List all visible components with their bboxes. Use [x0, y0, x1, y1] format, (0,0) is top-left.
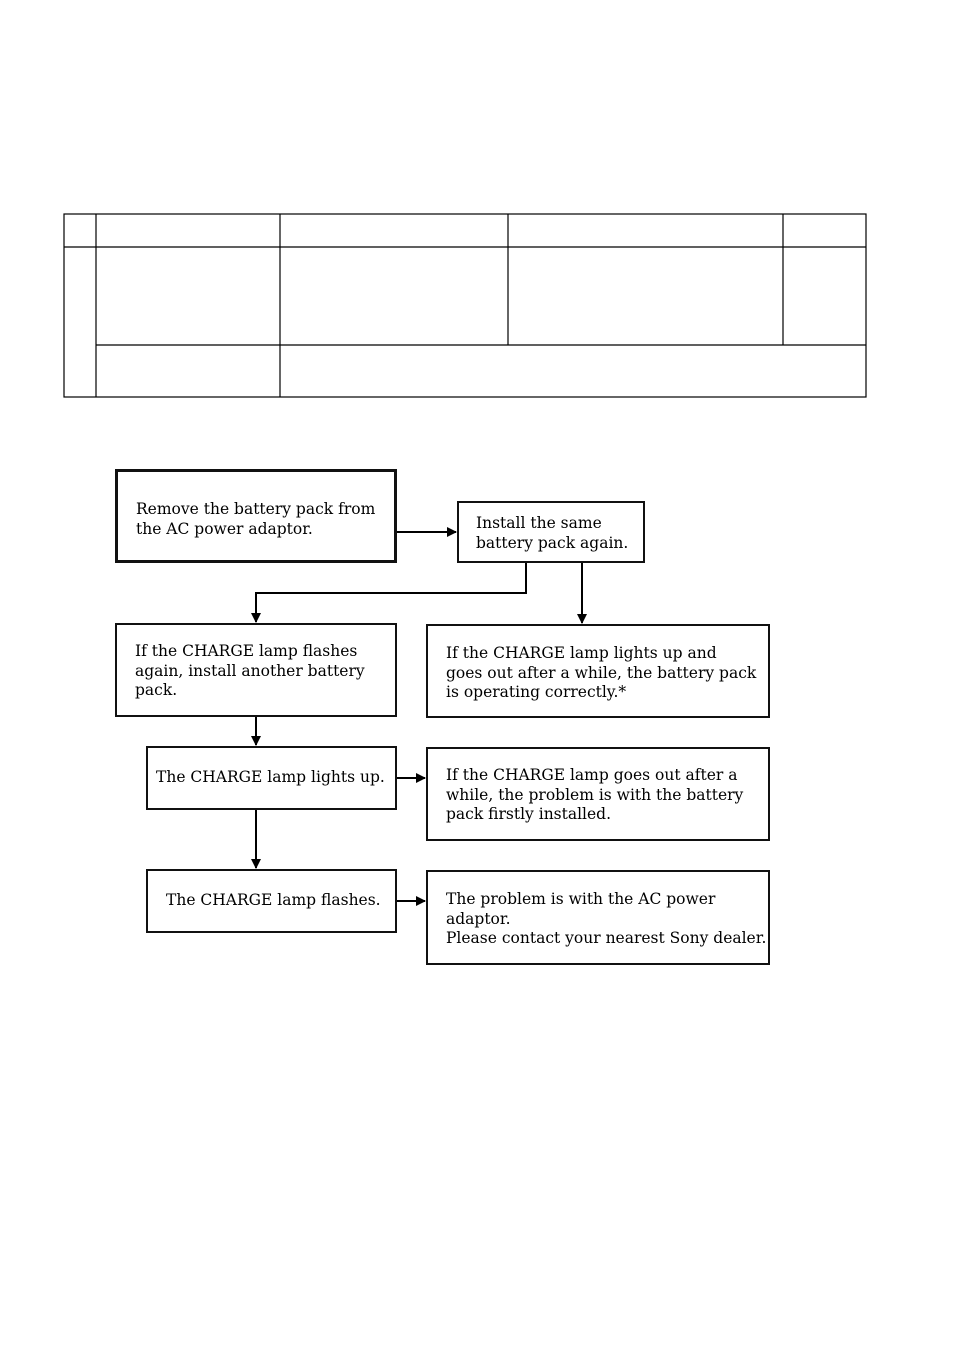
empty-table	[64, 214, 866, 397]
box-install-same-text: Install the same battery pack again.	[476, 514, 629, 552]
box-ac-adaptor-problem-text: The problem is with the AC power adaptor. Please contact your nearest Sony dealer.	[446, 890, 767, 947]
box-remove-battery-text: Remove the battery pack from the AC power adaptor.	[136, 500, 376, 538]
arrow-install-to-flash-again	[256, 563, 526, 622]
box-flash-again	[115, 623, 397, 717]
box-install-same	[457, 501, 645, 563]
box-lamp-flashes	[146, 869, 397, 933]
box-lamp-lights-up	[146, 746, 397, 810]
box-flash-again-text: If the CHARGE lamp flashes again, install another battery pack.	[135, 642, 365, 699]
box-first-pack	[426, 747, 770, 841]
box-lamp-flashes-text: The CHARGE lamp flashes.	[166, 891, 381, 909]
box-first-pack-text: If the CHARGE lamp goes out after a while, the problem is with the battery pack firstly installed.	[446, 766, 744, 823]
table-outer-border	[64, 214, 866, 397]
box-lamp-lights-up-text: The CHARGE lamp lights up.	[156, 768, 385, 786]
box-operating-correctly	[426, 624, 770, 718]
box-ac-adaptor-problem	[426, 870, 770, 965]
box-operating-correctly-text: If the CHARGE lamp lights up and goes out after a while, the battery pack is operating correctly.*	[446, 644, 757, 701]
box-remove-battery	[115, 469, 397, 563]
